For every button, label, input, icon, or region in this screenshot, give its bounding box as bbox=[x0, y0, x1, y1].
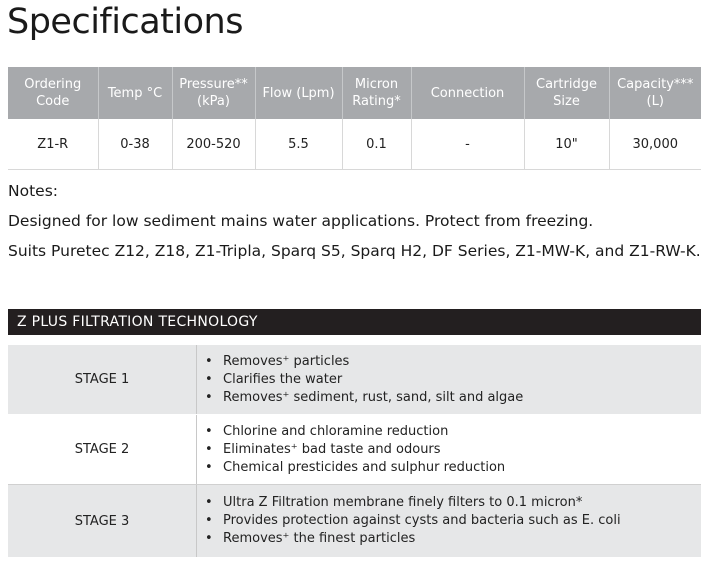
bullet: • bbox=[205, 495, 213, 510]
bullet: • bbox=[205, 353, 213, 369]
stage-row-1 bbox=[8, 345, 701, 415]
bullet: • bbox=[205, 531, 213, 546]
page-title: Specifications bbox=[7, 2, 243, 42]
filtration-stages-table bbox=[8, 345, 701, 558]
cell-capacity: 30,000 bbox=[609, 119, 701, 170]
list-item: • Ultra Z Filtration membrane finely filters to 0.1 micron* bbox=[205, 495, 583, 510]
stage-1-list bbox=[205, 353, 701, 407]
list-item: • Removes⁺ the finest particles bbox=[205, 531, 416, 546]
col-header-flow: Flow (Lpm) bbox=[255, 67, 342, 119]
bullet: • bbox=[205, 389, 213, 405]
table-row bbox=[8, 119, 701, 170]
col-header-ordering-code: Ordering Code bbox=[8, 67, 98, 119]
col-header-capacity: Capacity*** (L) bbox=[609, 67, 701, 119]
col-header-connection: Connection bbox=[411, 67, 524, 119]
stage-2-list bbox=[205, 423, 701, 477]
notes-line-1: Designed for low sediment mains water applications. Protect from freezing. bbox=[8, 212, 594, 230]
cell-micron-rating: 0.1 bbox=[342, 119, 411, 170]
stage-3-list bbox=[205, 494, 701, 548]
col-header-micron-rating: Micron Rating* bbox=[342, 67, 411, 119]
list-item: • Provides protection against cysts and bacteria such as E. coli bbox=[205, 513, 621, 528]
stage-row-3 bbox=[8, 485, 701, 558]
list-item: • Clarifies the water bbox=[205, 371, 343, 387]
section-header-z-plus: Z PLUS FILTRATION TECHNOLOGY bbox=[8, 309, 701, 335]
notes-line-2: Suits Puretec Z12, Z18, Z1-Tripla, Sparq S5, Sparq H2, DF Series, Z1-MW-K, and Z1-RW-K. bbox=[8, 242, 701, 260]
col-header-temp: Temp °C bbox=[98, 67, 172, 119]
cell-connection: - bbox=[411, 119, 524, 170]
list-item: • Removes⁺ particles bbox=[205, 353, 350, 369]
stage-label: STAGE 2 bbox=[8, 415, 197, 485]
bullet: • bbox=[205, 459, 213, 475]
bullet: • bbox=[205, 371, 213, 387]
stage-label: STAGE 1 bbox=[8, 345, 197, 415]
cell-pressure: 200-520 bbox=[172, 119, 255, 170]
spec-header-row bbox=[8, 67, 701, 119]
list-item: • Eliminates⁺ bad taste and odours bbox=[205, 441, 441, 457]
cell-ordering-code: Z1-R bbox=[8, 119, 98, 170]
bullet: • bbox=[205, 513, 213, 528]
notes-heading: Notes: bbox=[8, 182, 58, 200]
list-item: • Chemical presticides and sulphur reduction bbox=[205, 459, 506, 475]
bullet: • bbox=[205, 423, 213, 439]
list-item: • Chlorine and chloramine reduction bbox=[205, 423, 449, 439]
bullet: • bbox=[205, 441, 213, 457]
list-item: • Removes⁺ sediment, rust, sand, silt and algae bbox=[205, 389, 524, 405]
col-header-cartridge-size: Cartridge Size bbox=[524, 67, 609, 119]
col-header-pressure: Pressure** (kPa) bbox=[172, 67, 255, 119]
cell-temp: 0-38 bbox=[98, 119, 172, 170]
cell-cartridge-size: 10" bbox=[524, 119, 609, 170]
cell-flow: 5.5 bbox=[255, 119, 342, 170]
specifications-table bbox=[8, 67, 701, 170]
stage-label: STAGE 3 bbox=[8, 485, 197, 558]
stage-row-2 bbox=[8, 415, 701, 485]
